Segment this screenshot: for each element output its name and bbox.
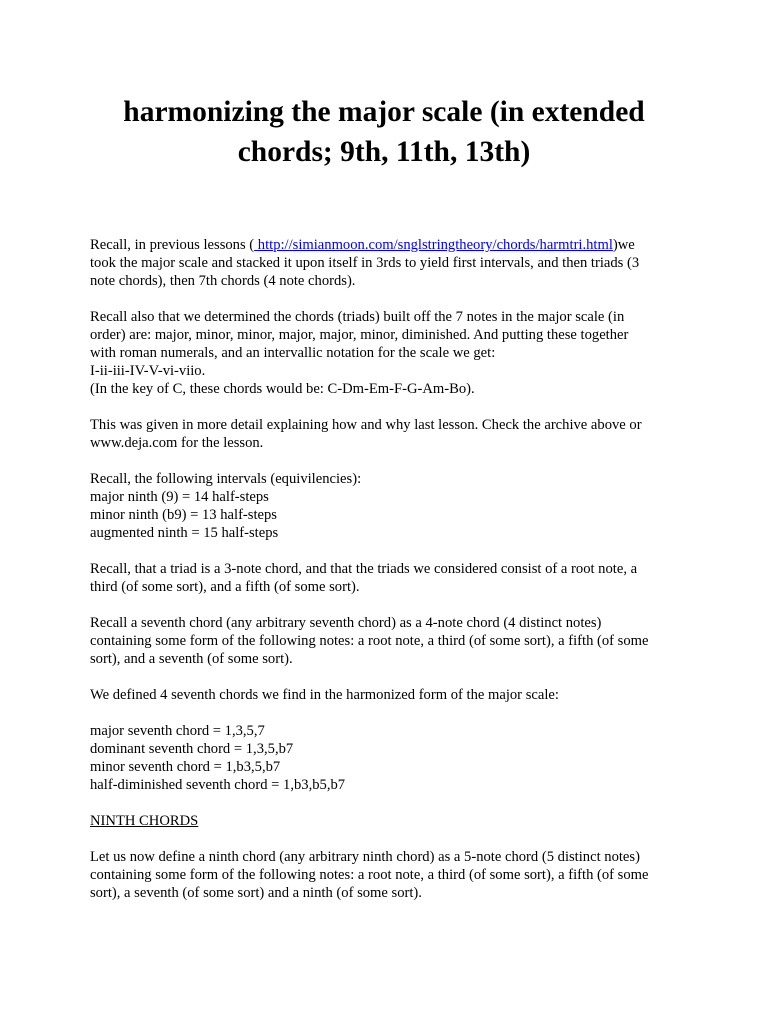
paragraph-seventh-chords-intro (90, 686, 680, 704)
paragraph-triads-recall (90, 308, 680, 398)
chord-formula-item: minor seventh chord = 1,b3,5,b7 (90, 759, 281, 775)
roman-numeral-progression: I-ii-iii-IV-V-vi-viio. (90, 363, 206, 379)
paragraph-previous-lessons (90, 236, 680, 290)
text-line: Let us now define a ninth chord (any arbitrary ninth chord) as a 5-note chord (5 distinct notes) (90, 849, 640, 865)
text-line: sort), and a seventh (of some sort). (90, 651, 293, 667)
harmtri-link[interactable]: http://simianmoon.com/snglstringtheory/chords/harmtri.html (254, 237, 613, 253)
title-line-1: harmonizing the major scale (in extended (123, 96, 645, 128)
seventh-chord-list (90, 722, 680, 794)
paragraph-triad-definition (90, 560, 680, 596)
paragraph-seventh-definition (90, 614, 680, 668)
page-title (96, 92, 672, 172)
chord-formula-item: major seventh chord = 1,3,5,7 (90, 723, 265, 739)
text-line: www.deja.com for the lesson. (90, 435, 264, 451)
text-line: sort), a seventh (of some sort) and a ninth (of some sort). (90, 885, 422, 901)
text-line: (In the key of C, these chords would be: C-Dm-Em-F-G-Am-Bo). (90, 381, 475, 397)
link-suffix-text: )we (612, 237, 635, 253)
section-heading-paragraph (90, 812, 680, 830)
ninth-chords-heading: NINTH CHORDS (90, 813, 199, 829)
interval-item: major ninth (9) = 14 half-steps (90, 489, 269, 505)
text-line: Recall also that we determined the chords (triads) built off the 7 notes in the major scale (in (90, 309, 625, 325)
text-line (90, 236, 680, 254)
text-line: containing some form of the following notes: a root note, a third (of some sort), a fifth (of some (90, 867, 649, 883)
paragraph-intervals (90, 470, 680, 542)
text-line: containing some form of the following notes: a root note, a third (of some sort), a fifth (of some (90, 633, 649, 649)
chord-formula-item: half-diminished seventh chord = 1,b3,b5,b7 (90, 777, 346, 793)
text-line: third (of some sort), and a fifth (of some sort). (90, 579, 360, 595)
text-line: This was given in more detail explaining how and why last lesson. Check the archive above or (90, 417, 642, 433)
text-line: Recall a seventh chord (any arbitrary seventh chord) as a 4-note chord (4 distinct notes) (90, 615, 602, 631)
interval-item: augmented ninth = 15 half-steps (90, 525, 279, 541)
text-line: order) are: major, minor, minor, major, major, minor, diminished. And putting these together (90, 327, 629, 343)
text-line: Recall, that a triad is a 3-note chord, and that the triads we considered consist of a root note, a (90, 561, 638, 577)
text-line: took the major scale and stacked it upon itself in 3rds to yield first intervals, and then triads (3 (90, 255, 640, 271)
paragraph-archive-note (90, 416, 680, 452)
chord-formula-item: dominant seventh chord = 1,3,5,b7 (90, 741, 294, 757)
document-body (90, 236, 680, 920)
text-line: with roman numerals, and an intervallic notation for the scale we get: (90, 345, 496, 361)
link-prefix-text: Recall, in previous lessons ( (90, 237, 255, 253)
text-line: Recall, the following intervals (equivilencies): (90, 471, 362, 487)
interval-item: minor ninth (b9) = 13 half-steps (90, 507, 277, 523)
paragraph-ninth-definition (90, 848, 680, 902)
title-line-2: chords; 9th, 11th, 13th) (237, 136, 531, 168)
text-line: We defined 4 seventh chords we find in the harmonized form of the major scale: (90, 687, 559, 703)
text-line: note chords), then 7th chords (4 note chords). (90, 273, 356, 289)
